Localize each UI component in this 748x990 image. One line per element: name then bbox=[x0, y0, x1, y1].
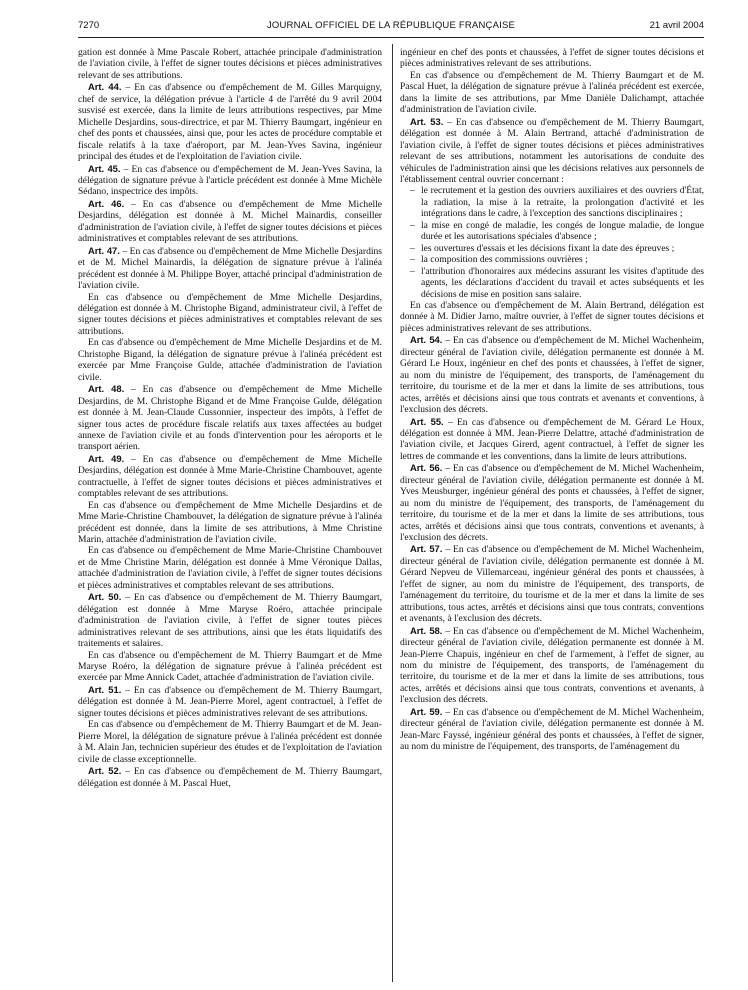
article-paragraph bbox=[78, 383, 382, 453]
article-text: – En cas d'absence ou d'empêchement de Mme Michelle Desjardins, délégation est donnée à M. Michel Mainardis, conseiller d'administration de l'aviation civile, à l'effet de signer toutes décisions et pièces administratives et comptables relevant de ses attributions. bbox=[78, 198, 382, 245]
paragraph: En cas d'absence ou d'empêchement de Mme Michelle Desjardins et de M. Christophe Bigand, la délégation de signature prévue à l'alinéa précédent est exercée par Mme Françoise Gulde, attachée d'administration de l'aviation civile. bbox=[78, 337, 382, 383]
article-paragraph bbox=[400, 416, 704, 463]
page-header bbox=[78, 20, 704, 34]
article-number: Art. 58. bbox=[410, 624, 443, 636]
article-text: – En cas d'absence ou d'empêchement de M. Thierry Baumgart, délégation est donnée à M. Pascal Huet, bbox=[78, 766, 382, 789]
list-item: – le recrutement et la gestion des ouvriers auxiliaires et des ouvriers d'État, la radiation, la mise à la retraite, la prolongation d'activité et les intégrations dans le cadre, à l'exception des sanctions disciplinaires ; bbox=[410, 185, 704, 219]
article-paragraph bbox=[400, 625, 704, 706]
article-text: – En cas d'absence ou d'empêchement de M. Michel Wachenheim, directeur général de l'aviation civile, délégation permanente est donnée à M. Gérard Le Houx, ingénieur en chef des ponts et chaussées, à l'effet de signer, au nom du ministre de l'équipement, des transports, de l'aménagement du territoire, du tourisme et de la mer et dans la limite de ses attributions, tous actes, arrêtés et décisions ainsi que tous contrats et avenants et conventions, à l'exclusion des décrets. bbox=[400, 335, 704, 416]
header-rule bbox=[78, 37, 704, 38]
publication-date: 21 avril 2004 bbox=[649, 20, 704, 31]
continued-paragraph: ingénieur en chef des ponts et chaussées, à l'effet de signer toutes décisions et pièces administratives relevant de ses attributions. bbox=[400, 47, 704, 70]
journal-title: JOURNAL OFFICIEL DE LA RÉPUBLIQUE FRANÇAISE bbox=[266, 20, 516, 31]
article-number: Art. 53. bbox=[410, 115, 444, 127]
article-text: – En cas d'absence ou d'empêchement de M. Michel Wachenheim, directeur général de l'aviation civile, délégation permanente est donnée à M. Yves Meusburger, ingénieur général des ponts et chaussées, à l'effet de signer, au nom du ministre de l'équipement, des transports, de l'aménagement du territoire, du tourisme et de la mer et dans la limite de ses attributions, tous actes, arrêtés et décisions ainsi que tous contrats, conventions et avenants, à l'exclusion des décrets. bbox=[400, 463, 704, 544]
article-number: Art. 55. bbox=[410, 415, 444, 427]
article-paragraph bbox=[78, 765, 382, 789]
article-paragraph bbox=[78, 163, 382, 198]
article-paragraph bbox=[400, 462, 704, 543]
continued-paragraph: gation est donnée à Mme Pascale Robert, attachée principale d'administration de l'aviation civile, à l'effet de signer toutes décisions et pièces administratives relevant de ses attributions. bbox=[78, 47, 382, 81]
article-number: Art. 45. bbox=[88, 162, 121, 174]
list-item: – la mise en congé de maladie, les congés de longue maladie, de longue durée et les autorisations spéciales d'absence ; bbox=[410, 220, 704, 243]
article-number: Art. 51. bbox=[88, 683, 122, 695]
article-text: – En cas d'absence ou d'empêchement de M. Michel Wachenheim, directeur général de l'aviation civile, délégation permanente est donnée à M. Jean-Marc Fayssé, ingénieur général des ponts et chaussées, à l'effet de signer, au nom du ministre de l'équipement, des transports, de l'aménagement du bbox=[400, 706, 704, 753]
article-paragraph bbox=[78, 591, 382, 649]
list-item: – la composition des commissions ouvrières ; bbox=[410, 254, 704, 265]
left-column bbox=[78, 47, 382, 789]
paragraph: En cas d'absence ou d'empêchement de Mme Michelle Desjardins, délégation est donnée à M. Christophe Bigand, administrateur civil, à l'effet de signer toutes décisions et pièces administratives et comptables relevant de ses attributions. bbox=[78, 291, 382, 337]
article-text: – En cas d'absence ou d'empêchement de Mme Michelle Desjardins et de M. Michel Mainardis, la délégation de signature prévue à l'alinéa précédent est donnée à M. Philippe Boyer, attaché principal d'administration de l'aviation civile. bbox=[78, 245, 382, 292]
article-paragraph bbox=[78, 81, 382, 162]
article-number: Art. 44. bbox=[88, 81, 122, 93]
article-text: – En cas d'absence ou d'empêchement de M. Thierry Baumgart, délégation est donnée à Mme Maryse Roéro, attachée principale d'administration de l'aviation civile, à l'effet de signer toutes pièces administratives relevant de ses attributions, ainsi que les états liquidatifs des traitements et salaires. bbox=[78, 592, 382, 650]
paragraph: En cas d'absence ou d'empêchement de Mme Marie-Christine Chambouvet et de Mme Christine Marin, délégation est donnée à Mme Véronique Dallas, attachée d'administration de l'aviation civile, à l'effet de signer toutes décisions et pièces administratives et comptables relevant de ses attributions. bbox=[78, 545, 382, 591]
article-number: Art. 49. bbox=[88, 452, 125, 464]
page-number: 7270 bbox=[78, 20, 100, 31]
list-item: – les ouvertures d'essais et les décisions fixant la date des épreuves ; bbox=[410, 243, 704, 254]
article-number: Art. 59. bbox=[410, 705, 443, 717]
article-number: Art. 54. bbox=[410, 334, 443, 346]
article-paragraph bbox=[400, 706, 704, 753]
right-column bbox=[400, 47, 704, 753]
paragraph: En cas d'absence ou d'empêchement de M. Thierry Baumgart et de M. Pascal Huet, la délégation de signature prévue à l'alinéa précédent est exercée, dans la limite de ses attributions, par Mme Danièle Dalichampt, attachée d'administration de l'aviation civile. bbox=[400, 69, 704, 116]
article-text: – En cas d'absence ou d'empêchement de M. Thierry Baumgart, délégation est donnée à M. Jean-Pierre Morel, agent contractuel, à l'effet de signer toutes décisions et pièces administratives relevant de ses attributions. bbox=[78, 684, 382, 719]
article-text: – En cas d'absence ou d'empêchement de M. Thierry Baumgart, délégation est donnée à M. Alain Bertrand, attaché d'administration de l'aviation civile, à l'effet de signer toutes décisions et pièces administratives relevant de ses attributions, notamment les autorisations de conduite des véhicules de l'administration ainsi que les décisions relatives aux personnels de l'établissement central ouvrier concernant : bbox=[400, 116, 704, 185]
article-paragraph bbox=[78, 198, 382, 245]
article-paragraph bbox=[400, 116, 704, 186]
column-divider bbox=[392, 44, 393, 982]
article-text: – En cas d'absence ou d'empêchement de Mme Michelle Desjardins, de M. Christophe Bigand et de Mme Françoise Gulde, délégation est donnée à M. Jean-Claude Cussonnier, inspecteur des impôts, à l'effet de signer tous actes de procédure fiscale relatifs aux taxes affectées au budget annexe de l'aviation civile et au fonds d'intervention pour les aéroports et le transport aérien. bbox=[78, 384, 382, 453]
article-number: Art. 50. bbox=[88, 591, 122, 603]
article-text: – En cas d'absence ou d'empêchement de M. Jean-Yves Savina, la délégation de signature prévue à l'article précédent est donnée à Mme Michèle Sédano, inspectrice des impôts. bbox=[78, 163, 382, 198]
article-number: Art. 46. bbox=[88, 197, 125, 209]
list-item: – l'attribution d'honoraires aux médecins assurant les visites d'aptitude des agents, les déclarations d'accident du travail et actes subséquents et les décisions de mise en position sans salaire. bbox=[410, 266, 704, 300]
article-paragraph bbox=[78, 453, 382, 500]
article-paragraph bbox=[400, 334, 704, 415]
paragraph: En cas d'absence ou d'empêchement de M. Thierry Baumgart et de M. Jean-Pierre Morel, la délégation de signature prévue à l'alinéa précédent est donnée à M. Alain Jan, technicien supérieur des études et de l'exploitation de l'aviation civile de classe exceptionnelle. bbox=[78, 719, 382, 765]
article-number: Art. 56. bbox=[410, 462, 443, 474]
article-number: Art. 57. bbox=[410, 543, 443, 555]
article-paragraph bbox=[78, 684, 382, 719]
article-paragraph bbox=[400, 543, 704, 624]
article-number: Art. 47. bbox=[88, 244, 120, 256]
article-text: – En cas d'absence ou d'empêchement de Mme Michelle Desjardins, délégation est donnée à Mme Marie-Christine Chambouvet, agente contractuelle, à l'effet de signer toutes décisions et pièces administratives et comptables relevant de ses attributions. bbox=[78, 453, 382, 500]
article-text: – En cas d'absence ou d'empêchement de M. Michel Wachenheim, directeur général de l'aviation civile, délégation permanente est donnée à M. Gérard Nepveu de Villemarceau, ingénieur général des ponts et chaussées, à l'effet de signer, au nom du ministre de l'équipement, des transports, de l'aménagement du territoire, du tourisme et de la mer et dans la limite de ses attributions, tous actes, arrêtés et décisions ainsi que tous contrats, conventions et avenants, à l'exclusion des décrets. bbox=[400, 544, 704, 625]
article-number: Art. 48. bbox=[88, 383, 125, 395]
article-number: Art. 52. bbox=[88, 765, 122, 777]
article-text: – En cas d'absence ou d'empêchement de M. Gérard Le Houx, délégation est donnée à MM. Jean-Pierre Delattre, attaché d'administration de l'aviation civile, et Jacques Girerd, agent contractuel, à l'effet de signer les lettres de commande et les conventions, dans la limite de leurs attributions. bbox=[400, 416, 704, 462]
article-text: – En cas d'absence ou d'empêchement de M. Gilles Marquigny, chef de service, la délégation prévue à l'article 4 de l'arrêté du 9 avril 2004 susvisé est exercée, dans la limite de leurs attributions respectives, par Mme Michelle Desjardins, sous-directrice, et par M. Thierry Baumgart, ingénieur en chef des ponts et chaussées, ainsi que, pour les actes de procédure comptable et fiscale relatifs à la taxe d'aéroport, par M. Jean-Yves Savina, ingénieur principal des études et de l'exploitation de l'aviation civile. bbox=[78, 82, 382, 163]
article-text: – En cas d'absence ou d'empêchement de M. Michel Wachenheim, directeur général de l'aviation civile, délégation permanente est donnée à M. Jean-Pierre Chapuis, ingénieur en chef de l'armement, à l'effet de signer, au nom du ministre de l'équipement, des transports, de l'aménagement du territoire, du tourisme et de la mer et dans la limite de ses attributions, tous actes, arrêtés et décisions ainsi que tous contrats, conventions et avenants, à l'exclusion des décrets. bbox=[400, 625, 704, 706]
article-paragraph bbox=[78, 245, 382, 292]
paragraph: En cas d'absence ou d'empêchement de M. Alain Bertrand, délégation est donnée à M. Didier Jarno, maître ouvrier, à l'effet de signer toutes décisions et pièces administratives relevant de ses attributions. bbox=[400, 299, 704, 334]
paragraph: En cas d'absence ou d'empêchement de M. Thierry Baumgart et de Mme Maryse Roéro, la délégation de signature prévue à l'alinéa précédent est exercée par Mme Annick Cadet, attachée d'administration de l'aviation civile. bbox=[78, 649, 382, 684]
bullet-list bbox=[400, 185, 704, 300]
paragraph: En cas d'absence ou d'empêchement de Mme Michelle Desjardins et de Mme Marie-Christine Chambouvet, la délégation de signature prévue à l'alinéa précédent est donnée, dans la limite de ses attributions, à Mme Christine Marin, attachée d'administration de l'aviation civile. bbox=[78, 499, 382, 546]
